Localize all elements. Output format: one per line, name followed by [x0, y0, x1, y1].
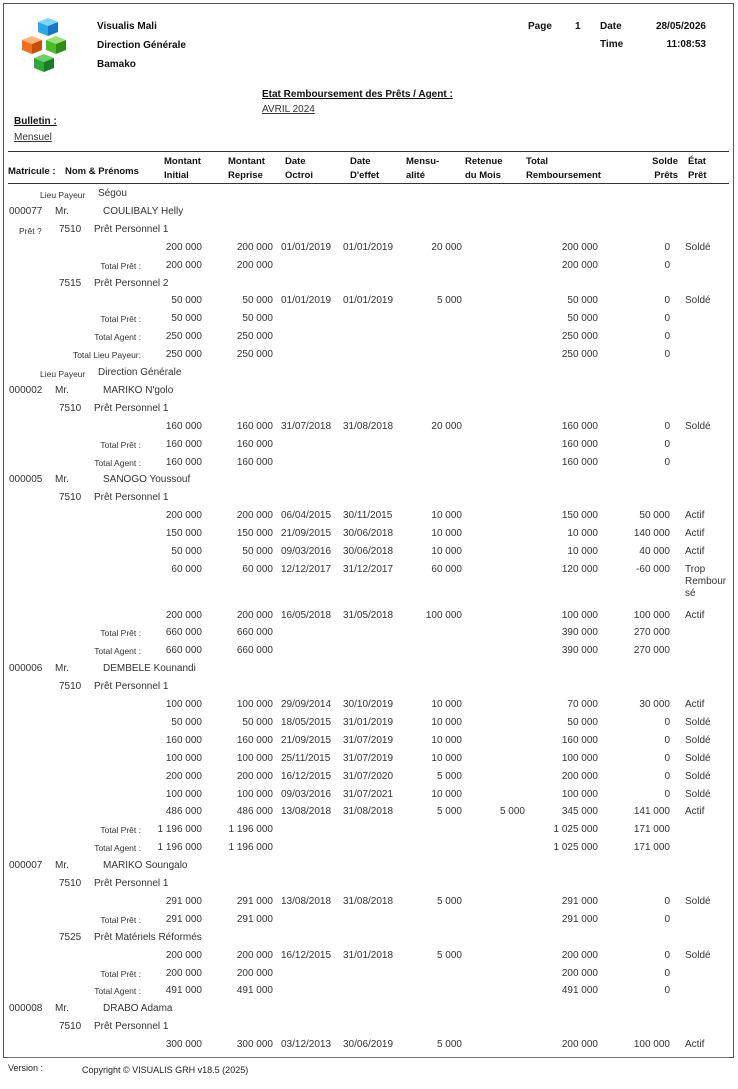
cell-etat: Soldé: [685, 295, 711, 307]
total-montant-initial: 160 000: [165, 456, 202, 468]
cell-so: 0: [664, 734, 670, 746]
cell-date-effet: 30/11/2015: [343, 510, 393, 522]
cell-me: 5 000: [436, 949, 462, 961]
cell-etat: Soldé: [685, 734, 711, 746]
cell-etat: Soldé: [685, 420, 711, 432]
cell-tr: 120 000: [561, 563, 598, 575]
total-montant-reprise: 160 000: [236, 456, 273, 468]
cell-date-octroi: 16/12/2015: [281, 949, 332, 961]
cell-me: 10 000: [431, 699, 462, 711]
cell-etat: Actif: [685, 546, 705, 557]
loan-code: 7510: [59, 223, 82, 235]
loan-type: Prêt Personnel 1: [94, 492, 169, 504]
total-label: Total Prêt :: [100, 439, 141, 450]
cell-so: 0: [664, 420, 670, 432]
cell-so: 0: [664, 788, 670, 800]
cell-etat: Soldé: [685, 752, 711, 764]
cell-etat: Soldé: [685, 770, 711, 782]
total-montant-initial: 291 000: [165, 913, 202, 925]
cell-me: 5 000: [436, 770, 462, 782]
cell-tr: 200 000: [561, 1039, 598, 1051]
total-solde: 0: [664, 456, 670, 468]
time-value: 11:08:53: [666, 39, 706, 50]
date-value: 28/05/2026: [655, 21, 706, 32]
cell-me: 20 000: [431, 420, 462, 432]
agent-matricule: 000002: [9, 384, 43, 396]
lieu-payeur-label: Lieu Payeur: [40, 190, 86, 200]
cell-so: 141 000: [633, 806, 670, 818]
cell-date-effet: 31/05/2018: [343, 609, 394, 621]
cell-tr: 10 000: [567, 546, 598, 557]
lieu-payeur-label: Lieu Payeur: [40, 369, 86, 379]
cell-date-effet: 31/07/2019: [343, 752, 394, 764]
cell-mi: 150 000: [165, 528, 202, 540]
cell-date-octroi: 12/12/2017: [281, 563, 332, 575]
total-montant-reprise: 660 000: [236, 645, 273, 657]
col-matricule: Matricule :: [8, 166, 56, 177]
loan-code: 7525: [59, 931, 82, 943]
company-city: Bamako: [97, 59, 136, 70]
cell-tr: 100 000: [561, 609, 598, 621]
cell-mi: 50 000: [171, 295, 202, 307]
copyright-text: Copyright © VISUALIS GRH v18.5 (2025): [82, 1065, 249, 1075]
cell-so: 50 000: [639, 510, 670, 522]
date-label: Date: [600, 21, 622, 32]
total-remboursement: 160 000: [561, 438, 598, 450]
cell-etat: Actif: [685, 699, 705, 711]
cell-etat: Trop Rembour sé: [685, 563, 727, 599]
cell-mr: 200 000: [236, 949, 273, 961]
cell-tr: 150 000: [561, 510, 598, 522]
cell-so: 0: [664, 241, 670, 253]
cell-mr: 300 000: [236, 1039, 273, 1051]
footer-rule: [8, 1057, 729, 1058]
col-solde: Solde Prêts: [652, 156, 678, 181]
total-montant-initial: 250 000: [165, 331, 202, 343]
cell-me: 10 000: [431, 528, 462, 540]
bulletin-value: Mensuel: [14, 132, 52, 143]
col-date-octroi: Date Octroi: [285, 156, 313, 181]
cell-mi: 50 000: [171, 716, 202, 728]
time-label: Time: [600, 39, 624, 50]
cell-mr: 200 000: [236, 609, 273, 621]
cell-me: 5 000: [436, 295, 462, 307]
cell-me: 5 000: [436, 806, 462, 818]
total-montant-reprise: 1 196 000: [228, 824, 273, 836]
cell-date-octroi: 09/03/2016: [281, 788, 332, 800]
total-montant-initial: 491 000: [165, 985, 202, 997]
loan-type: Prêt Matériels Réformés: [94, 931, 202, 943]
cell-mr: 200 000: [236, 510, 273, 522]
visualis-logo-icon: [16, 18, 72, 74]
cell-date-octroi: 29/09/2014: [281, 699, 332, 711]
total-remboursement: 1 025 000: [553, 824, 598, 836]
cell-tr: 291 000: [561, 895, 598, 907]
cell-tr: 10 000: [567, 528, 598, 540]
cell-date-octroi: 16/12/2015: [281, 770, 332, 782]
cell-mi: 100 000: [165, 699, 202, 711]
cell-date-effet: 30/06/2018: [343, 546, 394, 557]
total-label: Total Prêt :: [100, 914, 141, 925]
cell-etat: Actif: [685, 806, 705, 818]
cell-tr: 100 000: [561, 752, 598, 764]
agent-matricule: 000005: [9, 474, 43, 486]
cell-mi: 60 000: [171, 563, 202, 575]
total-remboursement: 250 000: [561, 349, 598, 361]
agent-civility: Mr.: [55, 384, 69, 396]
loan-type: Prêt Personnel 1: [94, 402, 169, 414]
agent-matricule: 000007: [9, 860, 43, 872]
col-montant-initial: Montant Initial: [164, 156, 201, 181]
col-retenue: Retenue du Mois: [465, 156, 503, 181]
cell-mr: 160 000: [236, 734, 273, 746]
cell-so: 140 000: [633, 528, 670, 540]
cell-date-octroi: 03/12/2013: [281, 1039, 332, 1051]
loan-type: Prêt Personnel 1: [94, 1021, 169, 1033]
agent-matricule: 000006: [9, 663, 43, 675]
total-solde: 0: [664, 331, 670, 343]
cell-mr: 50 000: [242, 716, 273, 728]
version-label: Version :: [8, 1063, 44, 1073]
total-solde: 171 000: [633, 824, 670, 836]
report-title: Etat Remboursement des Prêts / Agent :: [262, 89, 453, 100]
cell-tr: 70 000: [567, 699, 598, 711]
total-solde: 0: [664, 313, 670, 325]
cell-mr: 200 000: [236, 241, 273, 253]
loan-type: Prêt Personnel 2: [94, 277, 169, 289]
total-montant-reprise: 250 000: [236, 349, 273, 361]
cell-mr: 100 000: [236, 788, 273, 800]
cell-date-effet: 31/07/2020: [343, 770, 394, 782]
loan-type: Prêt Personnel 1: [94, 681, 169, 693]
total-label: Total Agent :: [94, 457, 141, 468]
agent-name: MARIKO N'golo: [103, 384, 174, 396]
cell-date-octroi: 18/05/2015: [281, 716, 332, 728]
cell-so: 0: [664, 895, 670, 907]
total-montant-initial: 50 000: [171, 313, 202, 325]
cell-so: 40 000: [639, 546, 670, 557]
cell-date-effet: 30/06/2018: [343, 528, 394, 540]
cell-etat: Soldé: [685, 895, 711, 907]
total-remboursement: 491 000: [561, 985, 598, 997]
agent-name: DEMBELE Kounandi: [103, 663, 196, 675]
total-solde: 0: [664, 967, 670, 979]
total-remboursement: 200 000: [561, 259, 598, 271]
agent-civility: Mr.: [55, 205, 69, 217]
total-solde: 0: [664, 259, 670, 271]
cell-so: 100 000: [633, 609, 670, 621]
header-rule-top: [8, 151, 729, 152]
cell-date-effet: 01/01/2019: [343, 241, 394, 253]
cell-mi: 200 000: [165, 949, 202, 961]
total-remboursement: 250 000: [561, 331, 598, 343]
loan-code: 7510: [59, 681, 82, 693]
cell-mr: 486 000: [236, 806, 273, 818]
cell-mi: 50 000: [171, 546, 202, 557]
cell-re: 5 000: [499, 806, 525, 818]
total-remboursement: 291 000: [561, 913, 598, 925]
company-name: Visualis Mali: [97, 21, 157, 32]
total-solde: 0: [664, 349, 670, 361]
cell-date-octroi: 06/04/2015: [281, 510, 332, 522]
cell-me: 10 000: [431, 510, 462, 522]
cell-date-octroi: 16/05/2018: [281, 609, 332, 621]
total-label: Total Prêt :: [100, 968, 141, 979]
cell-mr: 50 000: [242, 295, 273, 307]
cell-mr: 100 000: [236, 752, 273, 764]
cell-etat: Soldé: [685, 949, 711, 961]
cell-mr: 150 000: [236, 528, 273, 540]
total-montant-reprise: 1 196 000: [228, 842, 273, 854]
cell-date-octroi: 01/01/2019: [281, 241, 332, 253]
cell-date-octroi: 21/09/2015: [281, 734, 332, 746]
total-remboursement: 160 000: [561, 456, 598, 468]
total-montant-initial: 200 000: [165, 967, 202, 979]
page-label: Page: [528, 21, 552, 32]
col-etat: État Prêt: [688, 156, 707, 181]
cell-so: 0: [664, 752, 670, 764]
total-label: Total Agent :: [94, 843, 141, 854]
total-montant-reprise: 291 000: [236, 913, 273, 925]
total-remboursement: 200 000: [561, 967, 598, 979]
agent-matricule: 000008: [9, 1003, 43, 1015]
agent-civility: Mr.: [55, 860, 69, 872]
cell-mi: 200 000: [165, 510, 202, 522]
total-montant-initial: 660 000: [165, 627, 202, 639]
agent-name: COULIBALY Helly: [103, 205, 184, 217]
cell-date-effet: 31/07/2019: [343, 734, 394, 746]
total-montant-initial: 200 000: [165, 259, 202, 271]
cell-mr: 50 000: [242, 546, 273, 557]
cell-so: 0: [664, 949, 670, 961]
total-montant-initial: 1 196 000: [157, 842, 202, 854]
cell-mi: 291 000: [165, 895, 202, 907]
cell-mi: 100 000: [165, 788, 202, 800]
cell-me: 10 000: [431, 546, 462, 557]
cell-me: 5 000: [436, 1039, 462, 1051]
total-label: Total Prêt :: [100, 825, 141, 836]
cell-me: 5 000: [436, 895, 462, 907]
cell-date-octroi: 31/07/2018: [281, 420, 332, 432]
total-solde: 0: [664, 913, 670, 925]
cell-mi: 160 000: [165, 734, 202, 746]
report-period: AVRIL 2024: [262, 104, 315, 115]
cell-tr: 100 000: [561, 788, 598, 800]
cell-date-effet: 31/08/2018: [343, 806, 394, 818]
agent-civility: Mr.: [55, 474, 69, 486]
agent-civility: Mr.: [55, 663, 69, 675]
col-mensualite: Mensu- alité: [406, 156, 440, 181]
cell-date-octroi: 13/08/2018: [281, 806, 332, 818]
cell-tr: 160 000: [561, 420, 598, 432]
cell-date-effet: 31/08/2018: [343, 895, 394, 907]
total-montant-initial: 660 000: [165, 645, 202, 657]
cell-mi: 486 000: [165, 806, 202, 818]
loan-code: 7510: [59, 1021, 82, 1033]
agent-name: MARIKO Soungalo: [103, 860, 188, 872]
agent-name: SANOGO Youssouf: [103, 474, 191, 486]
cell-mi: 100 000: [165, 752, 202, 764]
cell-date-octroi: 25/11/2015: [281, 752, 331, 764]
total-solde: 0: [664, 438, 670, 450]
total-label: Total Agent :: [94, 646, 141, 657]
total-montant-initial: 160 000: [165, 438, 202, 450]
cell-me: 10 000: [431, 716, 462, 728]
agent-matricule: 000077: [9, 205, 43, 217]
cell-date-effet: 31/01/2018: [343, 949, 394, 961]
loan-code: 7510: [59, 402, 82, 414]
cell-date-octroi: 01/01/2019: [281, 295, 332, 307]
total-montant-reprise: 50 000: [242, 313, 273, 325]
bulletin-label: Bulletin :: [14, 116, 57, 127]
cell-me: 20 000: [431, 241, 462, 253]
total-solde: 0: [664, 985, 670, 997]
col-nom: Nom & Prénoms: [65, 166, 139, 177]
cell-etat: Soldé: [685, 788, 711, 800]
cell-so: 0: [664, 716, 670, 728]
total-remboursement: 390 000: [561, 627, 598, 639]
cell-etat: Soldé: [685, 241, 711, 253]
cell-me: 10 000: [431, 788, 462, 800]
cell-mi: 200 000: [165, 241, 202, 253]
total-solde: 270 000: [633, 627, 670, 639]
total-label: Total Prêt :: [100, 628, 141, 639]
agent-name: DRABO Adama: [103, 1003, 173, 1015]
col-montant-reprise: Montant Reprise: [228, 156, 265, 181]
total-solde: 171 000: [633, 842, 670, 854]
cell-date-effet: 31/08/2018: [343, 420, 394, 432]
cell-tr: 200 000: [561, 949, 598, 961]
total-label: Total Prêt :: [100, 314, 141, 325]
loan-code: 7510: [59, 492, 82, 504]
cell-date-octroi: 09/03/2016: [281, 546, 332, 557]
cell-mi: 200 000: [165, 609, 202, 621]
cell-me: 10 000: [431, 752, 462, 764]
total-montant-reprise: 200 000: [236, 967, 273, 979]
cell-date-effet: 30/06/2019: [343, 1039, 394, 1051]
pret-flag: Prêt ?: [19, 225, 42, 236]
cell-date-effet: 30/10/2019: [343, 699, 394, 711]
cell-tr: 50 000: [567, 716, 598, 728]
cell-mi: 300 000: [165, 1039, 202, 1051]
cell-tr: 160 000: [561, 734, 598, 746]
header-rule-bottom: [8, 183, 729, 184]
loan-type: Prêt Personnel 1: [94, 223, 169, 235]
cell-mr: 200 000: [236, 770, 273, 782]
loan-code: 7510: [59, 878, 82, 890]
total-montant-initial: 1 196 000: [157, 824, 202, 836]
cell-date-effet: 01/01/2019: [343, 295, 394, 307]
cell-etat: Actif: [685, 609, 705, 621]
total-label: Total Prêt :: [100, 260, 141, 271]
total-montant-reprise: 160 000: [236, 438, 273, 450]
cell-so: -60 000: [636, 563, 670, 575]
cell-tr: 200 000: [561, 241, 598, 253]
cell-mi: 160 000: [165, 420, 202, 432]
total-montant-reprise: 660 000: [236, 627, 273, 639]
total-remboursement: 50 000: [567, 313, 598, 325]
cell-date-effet: 31/07/2021: [343, 788, 394, 800]
total-montant-reprise: 250 000: [236, 331, 273, 343]
cell-so: 0: [664, 770, 670, 782]
cell-mi: 200 000: [165, 770, 202, 782]
cell-etat: Actif: [685, 528, 705, 540]
lieu-payeur-value: Direction Générale: [98, 367, 182, 378]
cell-etat: Soldé: [685, 716, 711, 728]
cell-tr: 50 000: [567, 295, 598, 307]
cell-mr: 60 000: [242, 563, 273, 575]
total-label: Total Lieu Payeur:: [72, 350, 141, 361]
loan-type: Prêt Personnel 1: [94, 878, 169, 890]
cell-date-effet: 31/01/2019: [343, 716, 394, 728]
loan-code: 7515: [59, 277, 82, 289]
total-solde: 270 000: [633, 645, 670, 657]
cell-me: 60 000: [431, 563, 462, 575]
cell-so: 100 000: [633, 1039, 670, 1051]
total-montant-reprise: 200 000: [236, 259, 273, 271]
cell-date-effet: 31/12/2017: [343, 563, 394, 575]
lieu-payeur-value: Ségou: [98, 188, 127, 199]
total-label: Total Agent :: [94, 332, 141, 343]
cell-date-octroi: 13/08/2018: [281, 895, 332, 907]
cell-me: 10 000: [431, 734, 462, 746]
page-number: 1: [575, 21, 581, 32]
col-date-effet: Date D'effet: [350, 156, 380, 181]
cell-date-octroi: 21/09/2015: [281, 528, 332, 540]
cell-mr: 100 000: [236, 699, 273, 711]
total-remboursement: 390 000: [561, 645, 598, 657]
cell-mr: 291 000: [236, 895, 273, 907]
cell-me: 100 000: [425, 609, 462, 621]
agent-civility: Mr.: [55, 1003, 69, 1015]
cell-etat: Actif: [685, 1039, 705, 1051]
cell-so: 30 000: [639, 699, 670, 711]
cell-mr: 160 000: [236, 420, 273, 432]
total-montant-reprise: 491 000: [236, 985, 273, 997]
cell-etat: Actif: [685, 510, 705, 522]
cell-tr: 345 000: [561, 806, 598, 818]
total-label: Total Agent :: [94, 986, 141, 997]
total-remboursement: 1 025 000: [553, 842, 598, 854]
cell-tr: 200 000: [561, 770, 598, 782]
total-montant-initial: 250 000: [165, 349, 202, 361]
company-department: Direction Générale: [97, 40, 186, 51]
report-page: [3, 3, 734, 1058]
col-total-remboursement: Total Remboursement: [526, 156, 601, 181]
cell-so: 0: [664, 295, 670, 307]
